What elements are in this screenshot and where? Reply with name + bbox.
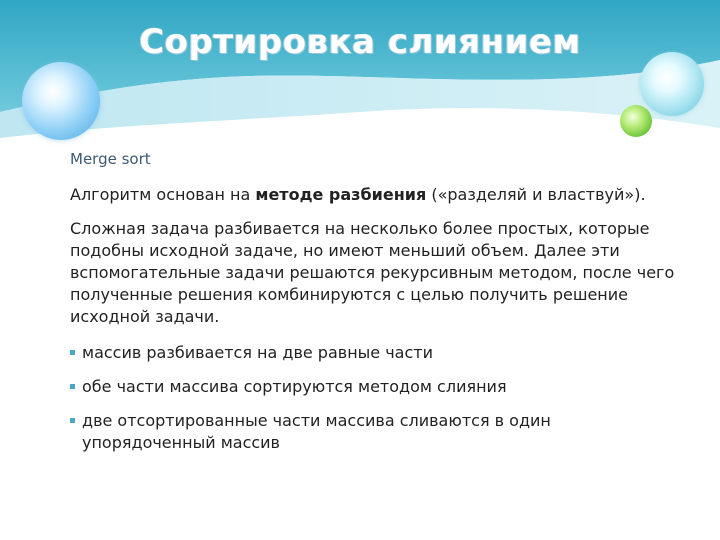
list-item-text: две отсортированные части массива сливаются в один упорядоченный массив (82, 411, 551, 452)
para1-prefix: Алгоритм основан на (70, 185, 256, 204)
header-wave-background (0, 0, 720, 140)
para1-suffix: («разделяй и властвуй»). (426, 185, 646, 204)
subtitle: Merge sort (70, 150, 151, 168)
list-item (70, 342, 680, 364)
algorithm-description (70, 184, 680, 206)
decorative-bubble-left (22, 62, 100, 140)
decorative-bubble-green (620, 105, 652, 137)
bullet-square-icon (70, 418, 75, 423)
list-item-text: обе части массива сортируются методом слияния (82, 377, 507, 396)
bullet-square-icon (70, 384, 75, 389)
list-item (70, 410, 680, 454)
steps-list (70, 342, 680, 454)
slide-header (0, 0, 720, 140)
explanation-paragraph: Сложная задача разбивается на несколько более простых, которые подобны исходной задаче, но имеют меньший объем. Далее эти вспомогательные задачи решаются рекурсивным методом, после чего полученные решения комбинируются с целью получить решение исходной задачи. (70, 219, 675, 326)
list-item (70, 376, 680, 398)
para1-bold-term: методе разбиения (255, 185, 427, 204)
slide-title: Сортировка слиянием (139, 22, 581, 62)
slide-body (70, 148, 680, 466)
bullet-square-icon (70, 350, 75, 355)
list-item-text: массив разбивается на две равные части (82, 343, 433, 362)
